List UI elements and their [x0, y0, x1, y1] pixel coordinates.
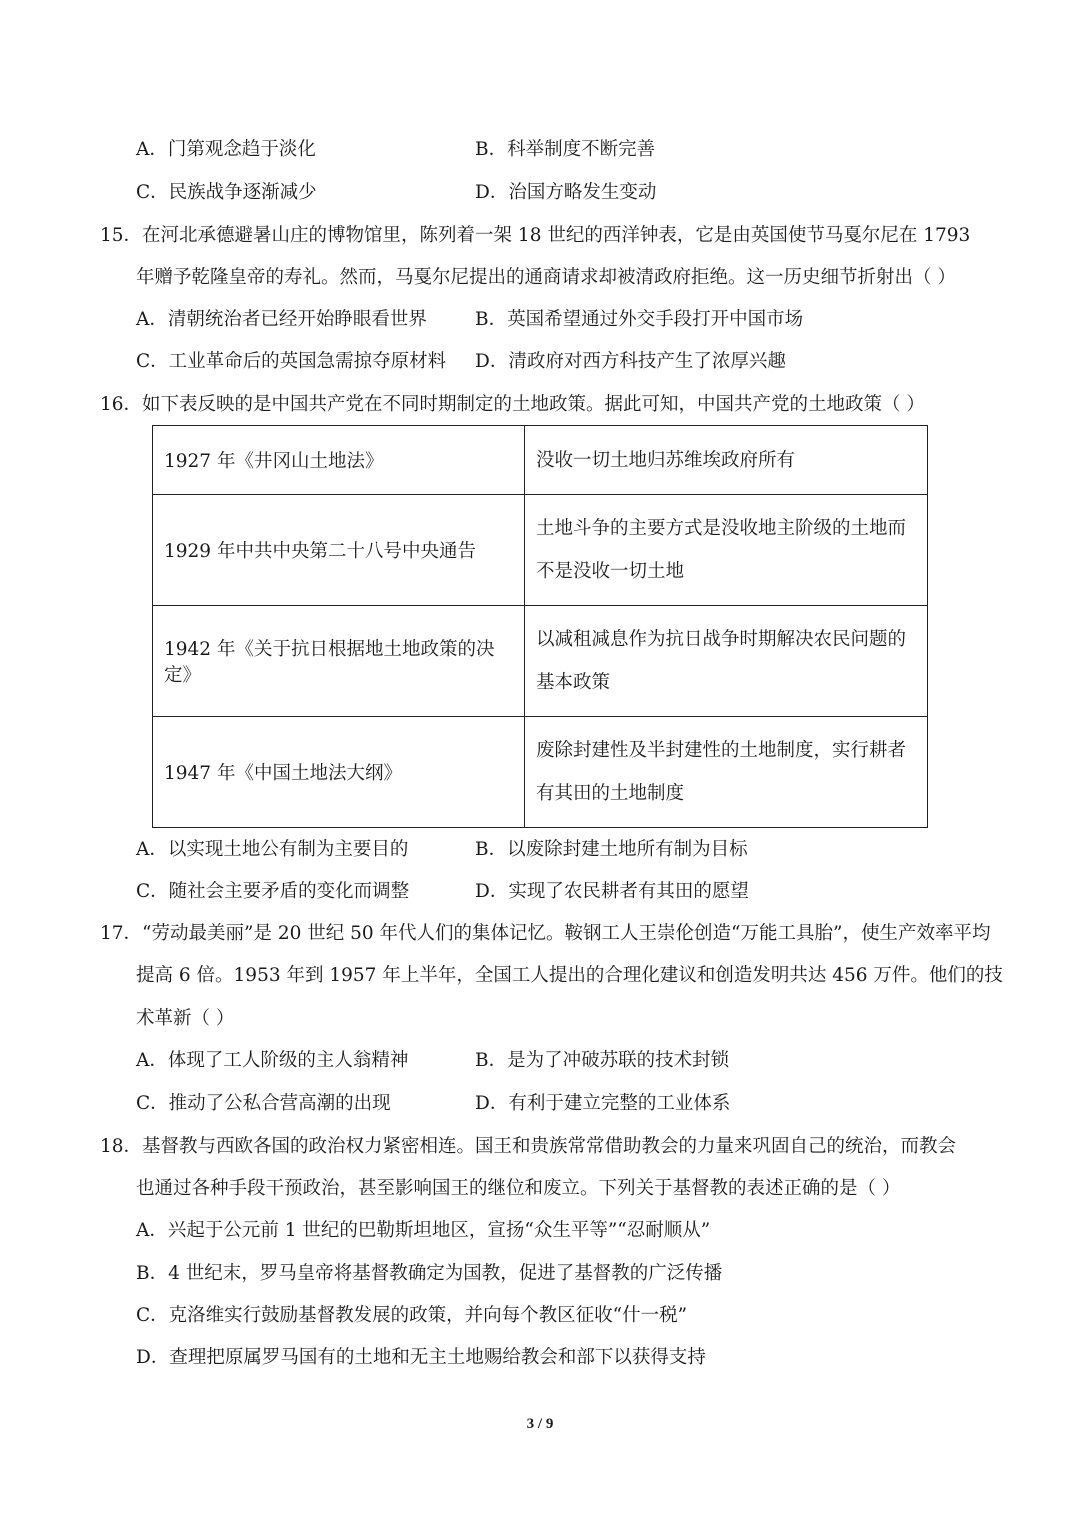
- table-cell-content: [525, 717, 928, 828]
- q18-stem-line-2: 也通过各种手段干预政治，甚至影响国王的继位和废立。下列关于基督教的表述正确的是（ ）: [136, 1178, 901, 1199]
- table-cell-document: 1929 年中共中央第二十八号中央通告: [153, 495, 525, 606]
- q18-option-c: C．克洛维实行鼓励基督教发展的政策，并向每个教区征收“什一税”: [136, 1305, 688, 1326]
- q15-stem-line-1: 15．在河北承德避暑山庄的博物馆里，陈列着一架 18 世纪的西洋钟表，它是由英国使节马戛尔尼在 1793: [100, 225, 971, 246]
- page-number: 3 / 9: [526, 1416, 554, 1432]
- q17-option-b: B．是为了冲破苏联的技术封锁: [475, 1050, 730, 1071]
- table-cell-document: 1947 年《中国土地法大纲》: [153, 717, 525, 828]
- q17-option-a: A．体现了工人阶级的主人翁精神: [136, 1050, 409, 1071]
- q16-option-d: D．实现了农民耕者有其田的愿望: [475, 881, 749, 902]
- q15-stem-line-2: 年赠予乾隆皇帝的寿礼。然而，马戛尔尼提出的通商请求却被清政府拒绝。这一历史细节折射出（ ）: [136, 267, 956, 288]
- table-cell-content: [525, 495, 928, 606]
- q16-option-a: A．以实现土地公有制为主要目的: [136, 839, 409, 860]
- option-a-prev: A．门第观念趋于淡化: [136, 139, 316, 160]
- q18-stem-line-1: 18．基督教与西欧各国的政治权力紧密相连。国王和贵族常常借助教会的力量来巩固自己的统治，而教会: [100, 1136, 957, 1157]
- q15-option-b: B．英国希望通过外交手段打开中国市场: [475, 309, 804, 330]
- table-cell-document: 1927 年《井冈山土地法》: [153, 426, 525, 495]
- option-c-prev: C．民族战争逐渐减少: [136, 182, 317, 203]
- q15-option-d: D．清政府对西方科技产生了浓厚兴趣: [475, 351, 786, 372]
- option-d-prev: D．治国方略发生变动: [475, 182, 657, 203]
- table-row: [153, 717, 928, 828]
- q18-option-b: B．4 世纪末，罗马皇帝将基督教确定为国教，促进了基督教的广泛传播: [136, 1263, 723, 1284]
- table-cell-content: [525, 426, 928, 495]
- cell-text-line: 废除封建性及半封建性的土地制度，实行耕者: [536, 740, 907, 761]
- q17-stem-line-3: 术革新（ ）: [136, 1008, 235, 1029]
- table-cell-content: [525, 606, 928, 717]
- table-row: [153, 606, 928, 717]
- table-row: [153, 495, 928, 606]
- cell-text-line: 没收一切土地归苏维埃政府所有: [536, 449, 796, 471]
- q16-option-c: C．随社会主要矛盾的变化而调整: [136, 881, 410, 902]
- option-b-prev: B．科举制度不断完善: [475, 139, 656, 160]
- q15-option-a: A．清朝统治者已经开始睁眼看世界: [136, 309, 427, 330]
- cell-text-line: 基本政策: [536, 672, 611, 693]
- cell-text-line: 不是没收一切土地: [536, 561, 685, 582]
- q17-option-c: C．推动了公私合营高潮的出现: [136, 1093, 391, 1114]
- land-policy-table: [152, 425, 928, 828]
- table-cell-document: 1942 年《关于抗日根据地土地政策的决定》: [153, 606, 525, 717]
- q17-stem-line-1: 17．“劳动最美丽”是 20 世纪 50 年代人们的集体记忆。鞍钢工人王崇伦创造“万能工具胎”，使生产效率平均: [100, 923, 991, 944]
- q16-option-b: B．以废除封建土地所有制为目标: [475, 839, 748, 860]
- q15-option-c: C．工业革命后的英国急需掠夺原材料: [136, 351, 447, 372]
- q16-stem: 16．如下表反映的是中国共产党在不同时期制定的土地政策。据此可知，中国共产党的土地政策（ ）: [100, 394, 925, 415]
- cell-text-line: 以减租减息作为抗日战争时期解决农民问题的: [536, 629, 907, 650]
- cell-text-line: 土地斗争的主要方式是没收地主阶级的土地而: [536, 518, 907, 539]
- q18-option-d: D．查理把原属罗马国有的土地和无主土地赐给教会和部下以获得支持: [136, 1347, 706, 1368]
- q17-option-d: D．有利于建立完整的工业体系: [475, 1093, 731, 1114]
- cell-text-line: 有其田的土地制度: [536, 783, 685, 804]
- q18-option-a: A．兴起于公元前 1 世纪的巴勒斯坦地区，宣扬“众生平等”“忍耐顺从”: [136, 1220, 711, 1241]
- q17-stem-line-2: 提高 6 倍。1953 年到 1957 年上半年，全国工人提出的合理化建议和创造发明共达 456 万件。他们的技: [136, 965, 1003, 986]
- table-row: [153, 426, 928, 495]
